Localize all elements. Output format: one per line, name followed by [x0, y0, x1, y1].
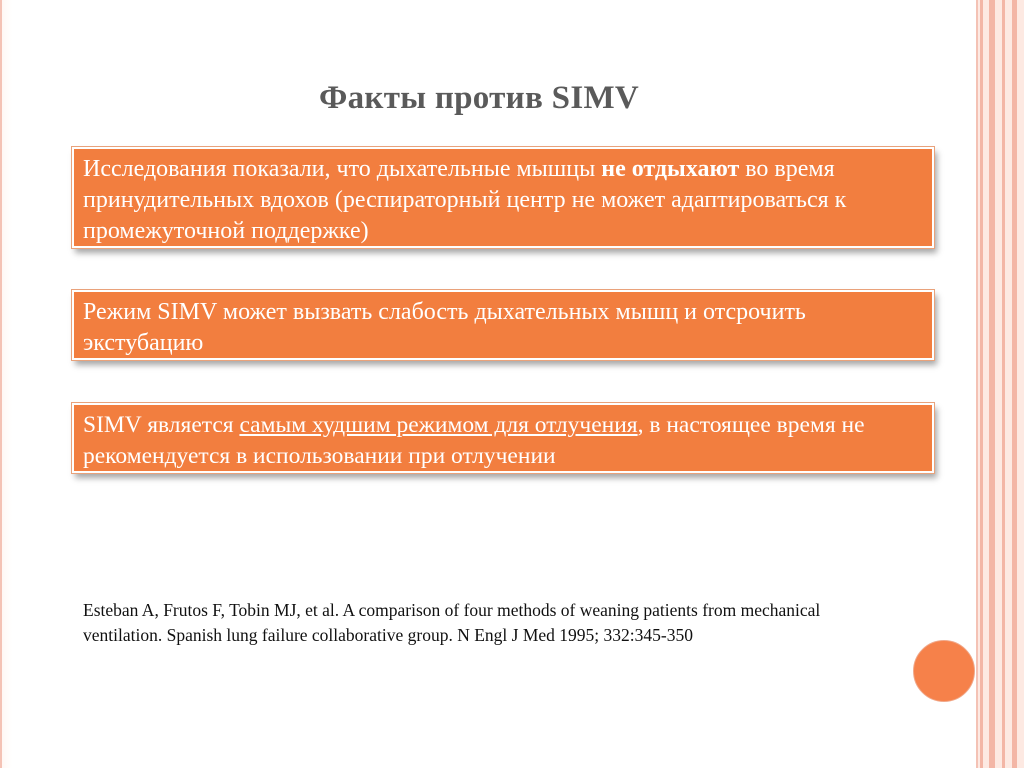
fact-box-3: [72, 403, 934, 473]
decorative-circle: [913, 640, 975, 702]
fact-1-text-before: Исследования показали, что дыхательные мышцы: [83, 156, 602, 182]
fact-3-underlined: самым худшим режимом для отлучения: [239, 412, 638, 438]
fact-3-text-after: , в настоящее время не рекомендуется в использовании при отлучении: [83, 412, 865, 469]
fact-1-emphasis: не отдыхают: [601, 156, 740, 182]
fact-1-text-after: во время принудительных вдохов (респираторный центр не может адаптироваться к промежуточной поддержке): [83, 156, 847, 244]
fact-box-2: [72, 290, 934, 360]
fact-box-1: [72, 147, 934, 248]
decorative-stripes: [978, 0, 1024, 768]
fact-3-text-before: SIMV является: [83, 412, 240, 438]
fact-2-text: Режим SIMV может вызвать слабость дыхательных мышц и отсрочить экстубацию: [83, 299, 806, 356]
reference-citation: Esteban A, Frutos F, Tobin MJ, et al. A comparison of four methods of weaning patients from mechanical ventilation. Spanish lung failure collaborative group. N Engl J Med 1995; 332:345-350: [83, 600, 821, 645]
slide-title: Факты против SIMV: [318, 80, 640, 116]
